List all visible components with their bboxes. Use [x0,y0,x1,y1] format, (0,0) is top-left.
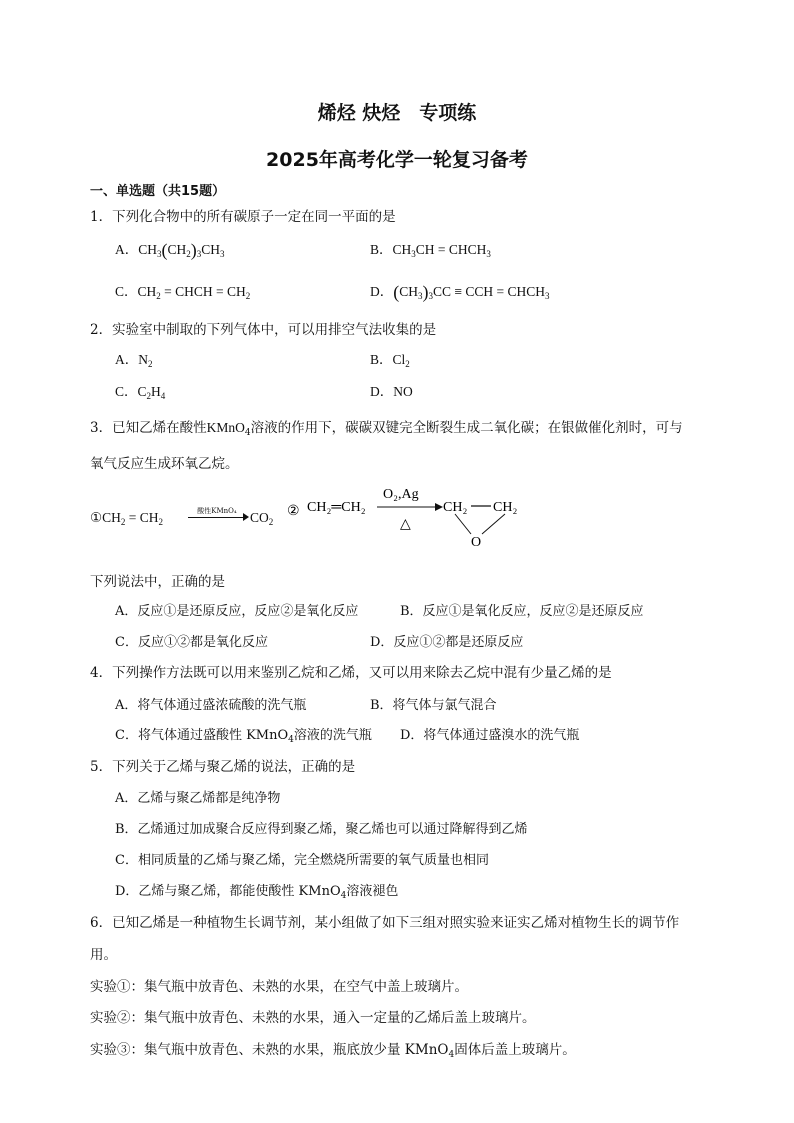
q1-option-c[interactable]: C．$CH_2$ = CHCH = $CH_2$ [115,284,251,301]
q3-stem: 3．已知乙烯在酸性KMnO$_4$溶液的作用下，碳碳双键完全断裂生成二氧化碳；在银做催化剂时，可与 [90,420,683,438]
q3-eq2-oxygen: O [471,535,482,550]
page-title: 烯烃 炔烃 专项练 [317,102,477,124]
q3-eq2-arrowhead-icon [435,503,443,511]
q5-option-c[interactable]: C．相同质量的乙烯与聚乙烯，完全燃烧所需要的氧气质量也相同 [115,853,489,868]
q3-equation-2 [285,480,545,550]
q4-option-d[interactable]: D．将气体通过盛溴水的洗气瓶 [400,728,580,743]
q6-stem: 6．已知乙烯是一种植物生长调节剂，某小组做了如下三组对照实验来证实乙烯对植物生长的调节作 [90,915,680,931]
q3-eq1-condition: 酸性KMnO₄ [197,507,237,515]
q2-option-b[interactable]: B．$Cl_2$ [370,352,410,369]
q1-option-d[interactable]: D．$(CH_3)_3CC$ ≡ CCH = $CHCH_3$ [370,282,550,302]
q3-eq2-co-bond-right [482,514,505,534]
q3-option-a[interactable]: A．反应①是还原反应，反应②是氧化反应 [115,604,359,619]
q6-stem-line2: 用。 [90,947,117,963]
q3-eq2-reactant: CH₂═CH₂ [307,500,366,515]
q6-experiment-1: 实验①：集气瓶中放青色、未熟的水果，在空气中盖上玻璃片。 [90,979,468,995]
q3-eq2-product-right: CH₂ [493,500,518,515]
q5-stem: 5．下列关于乙烯与聚乙烯的说法，正确的是 [90,759,356,775]
q3-option-b[interactable]: B．反应①是氧化反应，反应②是还原反应 [400,604,644,619]
q6-experiment-2: 实验②：集气瓶中放青色、未熟的水果，通入一定量的乙烯后盖上玻璃片。 [90,1010,536,1026]
q3-equation-1: $①CH_2 = CH_2$ [90,510,163,527]
q5-option-b[interactable]: B．乙烯通过加成聚合反应得到聚乙烯，聚乙烯也可以通过降解得到乙烯 [115,822,528,837]
q3-stem-line2: 氧气反应生成环氧乙烷。 [90,456,239,472]
q6-experiment-3: 实验③：集气瓶中放青色、未熟的水果，瓶底放少量 KMnO$_4$固体后盖上玻璃片。 [90,1042,576,1060]
q5-option-d[interactable]: D．乙烯与聚乙烯，都能使酸性 KMnO$_4$溶液褪色 [115,884,399,901]
q1-stem: 1．下列化合物中的所有碳原子一定在同一平面的是 [90,209,396,225]
q3-eq2-co-bond-left [455,514,471,534]
q1-option-a[interactable]: A．$CH_3(CH_2)_3CH_3$ [115,240,225,260]
q3-eq2-product-left: CH₂ [443,500,468,515]
q2-stem: 2．实验室中制取的下列气体中，可以用排空气法收集的是 [90,322,437,338]
q3-eq1-arrowhead-icon [243,513,249,521]
q2-option-c[interactable]: C．$C_2H_4$ [115,384,166,401]
q3-eq2-num: ② [287,504,300,519]
q5-option-a[interactable]: A．乙烯与聚乙烯都是纯净物 [115,791,281,806]
q3-option-d[interactable]: D．反应①②都是还原反应 [370,635,524,650]
q3-eq1-arrow-line [188,517,246,518]
section-heading: 一、单选题（共15题） [90,184,226,199]
q3-prompt: 下列说法中，正确的是 [90,574,225,590]
q4-option-b[interactable]: B．将气体与氯气混合 [370,698,497,713]
q4-option-c[interactable]: C．将气体通过盛酸性 KMnO$_4$溶液的洗气瓶 [115,728,372,745]
q3-eq2-cond-top: O₂,Ag [383,487,419,502]
q3-eq1-product: $CO_2$ [250,510,274,527]
q1-option-b[interactable]: B．$CH_3CH$ = $CHCH_3$ [370,242,491,259]
q4-option-a[interactable]: A．将气体通过盛浓硫酸的洗气瓶 [115,698,307,713]
q2-option-d[interactable]: D．NO [370,384,413,399]
page-subtitle: 2025年高考化学一轮复习备考 [266,149,528,171]
q3-eq2-cond-bottom: △ [400,517,411,532]
q2-option-a[interactable]: A．$N_2$ [115,352,153,369]
q4-stem: 4．下列操作方法既可以用来鉴别乙烷和乙烯，又可以用来除去乙烷中混有少量乙烯的是 [90,665,612,681]
q3-option-c[interactable]: C．反应①②都是氧化反应 [115,635,268,650]
